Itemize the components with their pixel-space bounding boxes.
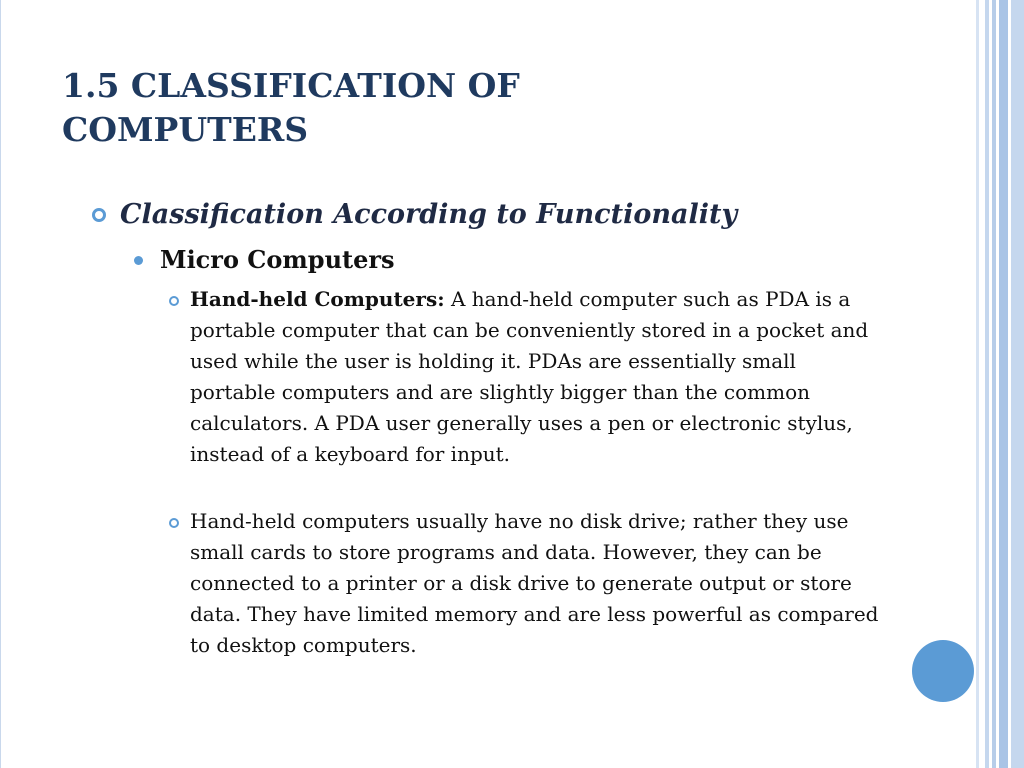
level3-bullet-text-1 — [190, 284, 880, 470]
level3-body-2: Hand-held computers usually have no disk drive; rather they use small cards to store programs and data. However, they can be connected to a printer or a disk drive to generate output or store data. They have limited memory and are less powerful as compared to desktop computers. — [190, 509, 879, 657]
slide-title: 1.5 CLASSIFICATION OF COMPUTERS — [62, 66, 520, 149]
level3-bold-lead: Hand-held Computers: — [190, 287, 445, 311]
right-stripe-decoration — [976, 0, 1024, 768]
left-border-line — [0, 0, 1, 768]
level1-bullet-text: Classification According to Functionality — [120, 199, 738, 230]
level2-bullet-text: Micro Computers — [160, 245, 395, 274]
level3-body-1: A hand-held computer such as PDA is a portable computer that can be conveniently stored in a pocket and used while the user is holding it. PDAs are essentially small portable computers and are slightly bigger than the common calculators. A PDA user generally uses a pen or electronic stylus, instead of a keyboard for input. — [190, 287, 869, 466]
level3-bullet-text-2 — [190, 506, 880, 661]
circle-decoration-icon — [912, 640, 974, 702]
